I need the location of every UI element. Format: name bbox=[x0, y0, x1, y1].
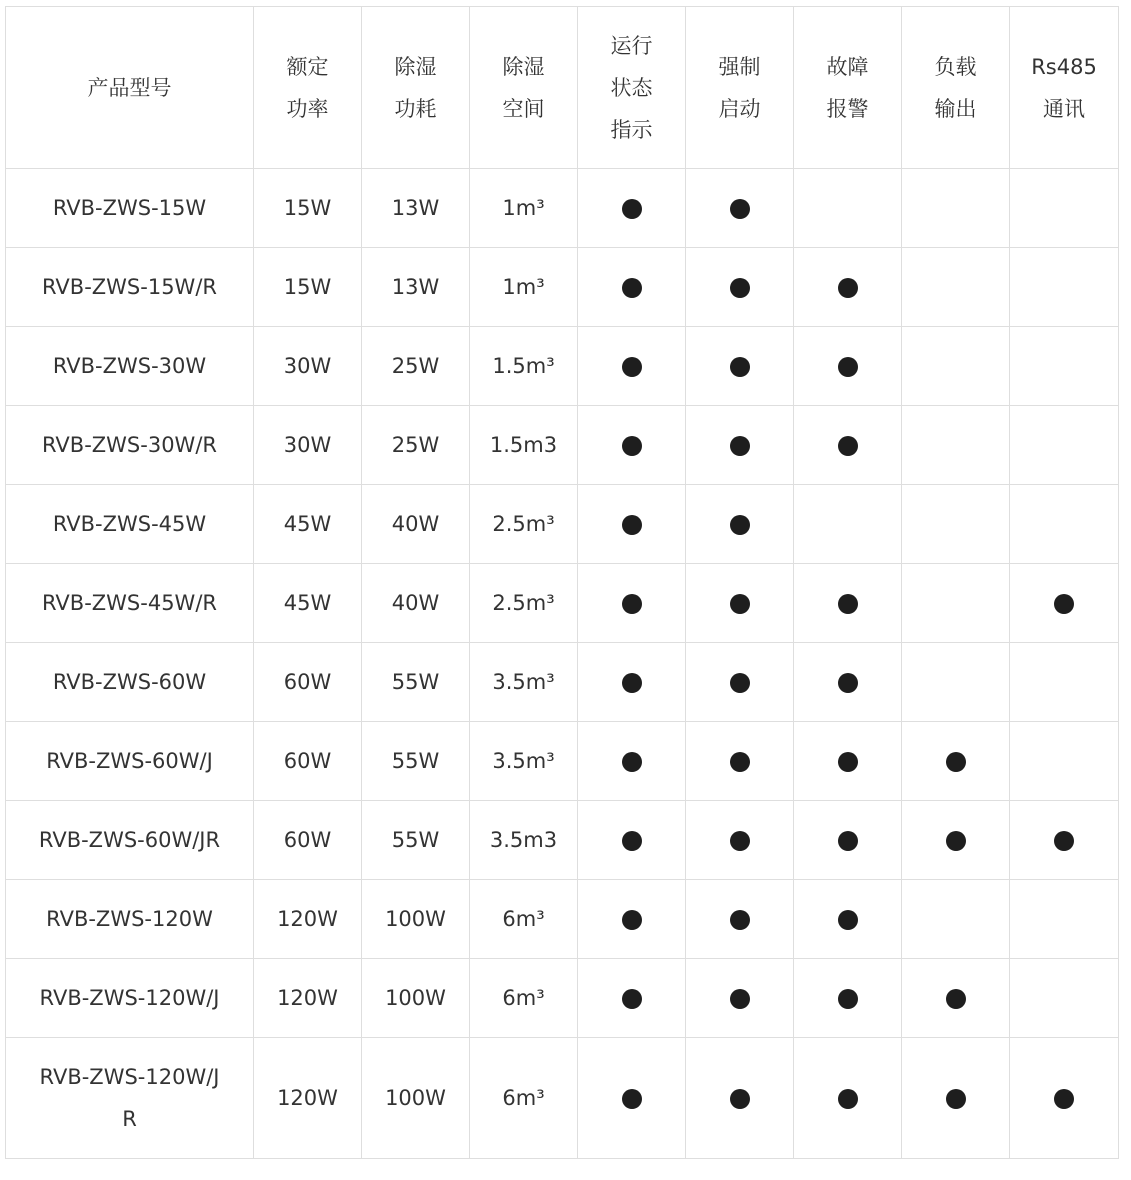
feature-dot-icon bbox=[730, 515, 750, 535]
fault-alarm-cell bbox=[794, 880, 902, 959]
dehumid-space-cell-text: 3.5m³ bbox=[492, 749, 555, 773]
load-output-cell bbox=[902, 880, 1010, 959]
model-cell bbox=[6, 643, 254, 722]
feature-dot-icon bbox=[1054, 1089, 1074, 1109]
rated-power-cell-text: 60W bbox=[283, 670, 332, 694]
feature-dot-icon bbox=[730, 357, 750, 377]
table-row bbox=[6, 1038, 1119, 1159]
header-label: 强制 启动 bbox=[718, 54, 761, 121]
fault-alarm-cell bbox=[794, 1038, 902, 1159]
model-cell-text: RVB-ZWS-60W bbox=[52, 670, 207, 694]
model-cell-text: RVB-ZWS-120W bbox=[46, 907, 213, 931]
rs485-cell bbox=[1010, 564, 1119, 643]
load-output-cell bbox=[902, 801, 1010, 880]
rated-power-cell-text: 15W bbox=[283, 196, 332, 220]
table-row bbox=[6, 327, 1119, 406]
header-rated-power bbox=[254, 7, 362, 169]
forced-start-cell bbox=[686, 564, 794, 643]
rated-power-cell bbox=[254, 880, 362, 959]
feature-dot-icon bbox=[730, 594, 750, 614]
dehumid-space-cell-text: 1.5m³ bbox=[492, 354, 555, 378]
feature-dot-icon bbox=[622, 436, 642, 456]
header-fault-alarm bbox=[794, 7, 902, 169]
run-status-cell bbox=[578, 248, 686, 327]
run-status-cell bbox=[578, 959, 686, 1038]
model-cell bbox=[6, 801, 254, 880]
header-run-status bbox=[578, 7, 686, 169]
rated-power-cell bbox=[254, 1038, 362, 1159]
model-cell-text: RVB-ZWS-120W/J R bbox=[39, 1065, 220, 1131]
header-row bbox=[6, 7, 1119, 169]
feature-dot-icon bbox=[1054, 594, 1074, 614]
forced-start-cell bbox=[686, 801, 794, 880]
dehumid-power-cell-text: 40W bbox=[391, 591, 440, 615]
header-dehumid-power bbox=[362, 7, 470, 169]
run-status-cell bbox=[578, 880, 686, 959]
forced-start-cell bbox=[686, 248, 794, 327]
load-output-cell bbox=[902, 959, 1010, 1038]
model-cell bbox=[6, 169, 254, 248]
model-cell-text: RVB-ZWS-15W bbox=[52, 196, 207, 220]
rated-power-cell-text: 60W bbox=[283, 828, 332, 852]
fault-alarm-cell bbox=[794, 959, 902, 1038]
feature-dot-icon bbox=[838, 910, 858, 930]
model-cell-text: RVB-ZWS-30W/R bbox=[41, 433, 217, 457]
dehumid-power-cell bbox=[362, 801, 470, 880]
rated-power-cell bbox=[254, 722, 362, 801]
feature-dot-icon bbox=[946, 831, 966, 851]
forced-start-cell bbox=[686, 406, 794, 485]
dehumid-space-cell bbox=[470, 485, 578, 564]
run-status-cell bbox=[578, 722, 686, 801]
dehumid-power-cell bbox=[362, 248, 470, 327]
table-row bbox=[6, 248, 1119, 327]
dehumid-power-cell bbox=[362, 880, 470, 959]
dehumid-space-cell bbox=[470, 722, 578, 801]
fault-alarm-cell bbox=[794, 248, 902, 327]
model-cell-text: RVB-ZWS-45W bbox=[52, 512, 207, 536]
feature-dot-icon bbox=[730, 989, 750, 1009]
forced-start-cell bbox=[686, 959, 794, 1038]
feature-dot-icon bbox=[622, 831, 642, 851]
load-output-cell bbox=[902, 643, 1010, 722]
dehumid-space-cell bbox=[470, 643, 578, 722]
header-label: 负载 输出 bbox=[934, 54, 977, 121]
rs485-cell bbox=[1010, 327, 1119, 406]
dehumid-space-cell bbox=[470, 880, 578, 959]
feature-dot-icon bbox=[622, 278, 642, 298]
feature-dot-icon bbox=[730, 673, 750, 693]
forced-start-cell bbox=[686, 169, 794, 248]
forced-start-cell bbox=[686, 643, 794, 722]
header-dehumid-space bbox=[470, 7, 578, 169]
feature-dot-icon bbox=[730, 436, 750, 456]
model-cell bbox=[6, 722, 254, 801]
model-cell bbox=[6, 1038, 254, 1159]
spec-table-wrapper bbox=[5, 6, 1119, 1159]
dehumid-power-cell-text: 40W bbox=[391, 512, 440, 536]
rated-power-cell bbox=[254, 406, 362, 485]
rated-power-cell-text: 120W bbox=[277, 1086, 338, 1110]
run-status-cell bbox=[578, 564, 686, 643]
header-forced-start bbox=[686, 7, 794, 169]
run-status-cell bbox=[578, 169, 686, 248]
dehumid-space-cell-text: 2.5m³ bbox=[492, 512, 555, 536]
feature-dot-icon bbox=[730, 910, 750, 930]
rated-power-cell bbox=[254, 485, 362, 564]
dehumid-power-cell-text: 55W bbox=[391, 670, 440, 694]
rs485-cell bbox=[1010, 1038, 1119, 1159]
model-cell-text: RVB-ZWS-120W/J bbox=[39, 986, 220, 1010]
run-status-cell bbox=[578, 406, 686, 485]
dehumid-space-cell-text: 6m³ bbox=[502, 907, 545, 931]
load-output-cell bbox=[902, 485, 1010, 564]
feature-dot-icon bbox=[730, 278, 750, 298]
feature-dot-icon bbox=[730, 199, 750, 219]
dehumid-space-cell-text: 1.5m3 bbox=[489, 433, 558, 457]
dehumid-power-cell-text: 55W bbox=[391, 828, 440, 852]
model-cell-text: RVB-ZWS-60W/JR bbox=[38, 828, 221, 852]
table-row bbox=[6, 564, 1119, 643]
feature-dot-icon bbox=[838, 752, 858, 772]
rs485-cell bbox=[1010, 959, 1119, 1038]
rated-power-cell bbox=[254, 564, 362, 643]
run-status-cell bbox=[578, 327, 686, 406]
dehumid-space-cell bbox=[470, 959, 578, 1038]
table-row bbox=[6, 880, 1119, 959]
feature-dot-icon bbox=[946, 1089, 966, 1109]
rs485-cell bbox=[1010, 485, 1119, 564]
rated-power-cell-text: 60W bbox=[283, 749, 332, 773]
dehumid-space-cell bbox=[470, 327, 578, 406]
dehumid-power-cell-text: 55W bbox=[391, 749, 440, 773]
dehumid-space-cell-text: 6m³ bbox=[502, 986, 545, 1010]
dehumid-power-cell-text: 13W bbox=[391, 275, 440, 299]
dehumid-power-cell bbox=[362, 722, 470, 801]
dehumid-power-cell bbox=[362, 406, 470, 485]
model-cell bbox=[6, 327, 254, 406]
feature-dot-icon bbox=[838, 673, 858, 693]
feature-dot-icon bbox=[622, 1089, 642, 1109]
rs485-cell bbox=[1010, 406, 1119, 485]
load-output-cell bbox=[902, 1038, 1010, 1159]
product-spec-table bbox=[5, 6, 1119, 1159]
header-load-output bbox=[902, 7, 1010, 169]
load-output-cell bbox=[902, 248, 1010, 327]
feature-dot-icon bbox=[838, 278, 858, 298]
run-status-cell bbox=[578, 643, 686, 722]
rated-power-cell-text: 30W bbox=[283, 433, 332, 457]
model-cell-text: RVB-ZWS-45W/R bbox=[41, 591, 217, 615]
rated-power-cell-text: 120W bbox=[277, 907, 338, 931]
header-label: 故障 报警 bbox=[826, 54, 869, 121]
header-rs485 bbox=[1010, 7, 1119, 169]
fault-alarm-cell bbox=[794, 169, 902, 248]
dehumid-power-cell-text: 100W bbox=[385, 986, 446, 1010]
table-body bbox=[6, 169, 1119, 1159]
dehumid-power-cell bbox=[362, 1038, 470, 1159]
feature-dot-icon bbox=[622, 910, 642, 930]
load-output-cell bbox=[902, 169, 1010, 248]
dehumid-space-cell bbox=[470, 406, 578, 485]
fault-alarm-cell bbox=[794, 485, 902, 564]
fault-alarm-cell bbox=[794, 643, 902, 722]
feature-dot-icon bbox=[622, 673, 642, 693]
forced-start-cell bbox=[686, 327, 794, 406]
fault-alarm-cell bbox=[794, 564, 902, 643]
load-output-cell bbox=[902, 327, 1010, 406]
header-label: 产品型号 bbox=[87, 75, 172, 100]
dehumid-space-cell bbox=[470, 801, 578, 880]
rated-power-cell bbox=[254, 959, 362, 1038]
model-cell bbox=[6, 406, 254, 485]
feature-dot-icon bbox=[838, 594, 858, 614]
rated-power-cell-text: 120W bbox=[277, 986, 338, 1010]
rs485-cell bbox=[1010, 801, 1119, 880]
feature-dot-icon bbox=[622, 989, 642, 1009]
feature-dot-icon bbox=[730, 752, 750, 772]
feature-dot-icon bbox=[838, 831, 858, 851]
dehumid-space-cell bbox=[470, 564, 578, 643]
header-label: 额定 功率 bbox=[286, 54, 329, 121]
rated-power-cell-text: 15W bbox=[283, 275, 332, 299]
rs485-cell bbox=[1010, 248, 1119, 327]
load-output-cell bbox=[902, 564, 1010, 643]
table-row bbox=[6, 643, 1119, 722]
dehumid-space-cell-text: 1m³ bbox=[502, 196, 545, 220]
fault-alarm-cell bbox=[794, 722, 902, 801]
header-label: 除湿 功耗 bbox=[394, 54, 437, 121]
forced-start-cell bbox=[686, 880, 794, 959]
forced-start-cell bbox=[686, 722, 794, 801]
feature-dot-icon bbox=[730, 831, 750, 851]
dehumid-power-cell-text: 25W bbox=[391, 354, 440, 378]
dehumid-power-cell bbox=[362, 959, 470, 1038]
rated-power-cell-text: 30W bbox=[283, 354, 332, 378]
table-row bbox=[6, 722, 1119, 801]
dehumid-power-cell bbox=[362, 169, 470, 248]
table-row bbox=[6, 959, 1119, 1038]
header-label: 运行 状态 指示 bbox=[610, 33, 653, 142]
rated-power-cell bbox=[254, 327, 362, 406]
rs485-cell bbox=[1010, 722, 1119, 801]
dehumid-power-cell bbox=[362, 327, 470, 406]
feature-dot-icon bbox=[838, 1089, 858, 1109]
table-row bbox=[6, 485, 1119, 564]
run-status-cell bbox=[578, 485, 686, 564]
feature-dot-icon bbox=[946, 989, 966, 1009]
fault-alarm-cell bbox=[794, 327, 902, 406]
feature-dot-icon bbox=[946, 752, 966, 772]
dehumid-space-cell-text: 2.5m³ bbox=[492, 591, 555, 615]
forced-start-cell bbox=[686, 1038, 794, 1159]
rated-power-cell bbox=[254, 801, 362, 880]
feature-dot-icon bbox=[622, 357, 642, 377]
dehumid-space-cell-text: 6m³ bbox=[502, 1086, 545, 1110]
rated-power-cell-text: 45W bbox=[283, 512, 332, 536]
model-cell bbox=[6, 959, 254, 1038]
model-cell bbox=[6, 248, 254, 327]
run-status-cell bbox=[578, 1038, 686, 1159]
dehumid-space-cell bbox=[470, 248, 578, 327]
rated-power-cell bbox=[254, 643, 362, 722]
model-cell bbox=[6, 880, 254, 959]
feature-dot-icon bbox=[622, 752, 642, 772]
dehumid-power-cell-text: 100W bbox=[385, 907, 446, 931]
feature-dot-icon bbox=[730, 1089, 750, 1109]
dehumid-power-cell bbox=[362, 485, 470, 564]
header-label: 除湿 空间 bbox=[502, 54, 545, 121]
dehumid-power-cell-text: 100W bbox=[385, 1086, 446, 1110]
rs485-cell bbox=[1010, 643, 1119, 722]
rated-power-cell-text: 45W bbox=[283, 591, 332, 615]
model-cell bbox=[6, 564, 254, 643]
model-cell-text: RVB-ZWS-30W bbox=[52, 354, 207, 378]
header-model bbox=[6, 7, 254, 169]
fault-alarm-cell bbox=[794, 801, 902, 880]
dehumid-space-cell-text: 3.5m³ bbox=[492, 670, 555, 694]
dehumid-power-cell-text: 13W bbox=[391, 196, 440, 220]
fault-alarm-cell bbox=[794, 406, 902, 485]
dehumid-space-cell bbox=[470, 169, 578, 248]
dehumid-space-cell bbox=[470, 1038, 578, 1159]
table-row bbox=[6, 406, 1119, 485]
dehumid-power-cell bbox=[362, 643, 470, 722]
feature-dot-icon bbox=[1054, 831, 1074, 851]
model-cell bbox=[6, 485, 254, 564]
table-row bbox=[6, 169, 1119, 248]
feature-dot-icon bbox=[622, 199, 642, 219]
dehumid-space-cell-text: 1m³ bbox=[502, 275, 545, 299]
model-cell-text: RVB-ZWS-60W/J bbox=[46, 749, 213, 773]
table-row bbox=[6, 801, 1119, 880]
rs485-cell bbox=[1010, 169, 1119, 248]
run-status-cell bbox=[578, 801, 686, 880]
feature-dot-icon bbox=[622, 594, 642, 614]
load-output-cell bbox=[902, 722, 1010, 801]
rated-power-cell bbox=[254, 169, 362, 248]
feature-dot-icon bbox=[838, 436, 858, 456]
load-output-cell bbox=[902, 406, 1010, 485]
feature-dot-icon bbox=[838, 989, 858, 1009]
rs485-cell bbox=[1010, 880, 1119, 959]
forced-start-cell bbox=[686, 485, 794, 564]
header-label: Rs485 通讯 bbox=[1031, 54, 1097, 121]
feature-dot-icon bbox=[838, 357, 858, 377]
model-cell-text: RVB-ZWS-15W/R bbox=[41, 275, 217, 299]
dehumid-power-cell-text: 25W bbox=[391, 433, 440, 457]
feature-dot-icon bbox=[622, 515, 642, 535]
rated-power-cell bbox=[254, 248, 362, 327]
dehumid-power-cell bbox=[362, 564, 470, 643]
dehumid-space-cell-text: 3.5m3 bbox=[489, 828, 558, 852]
